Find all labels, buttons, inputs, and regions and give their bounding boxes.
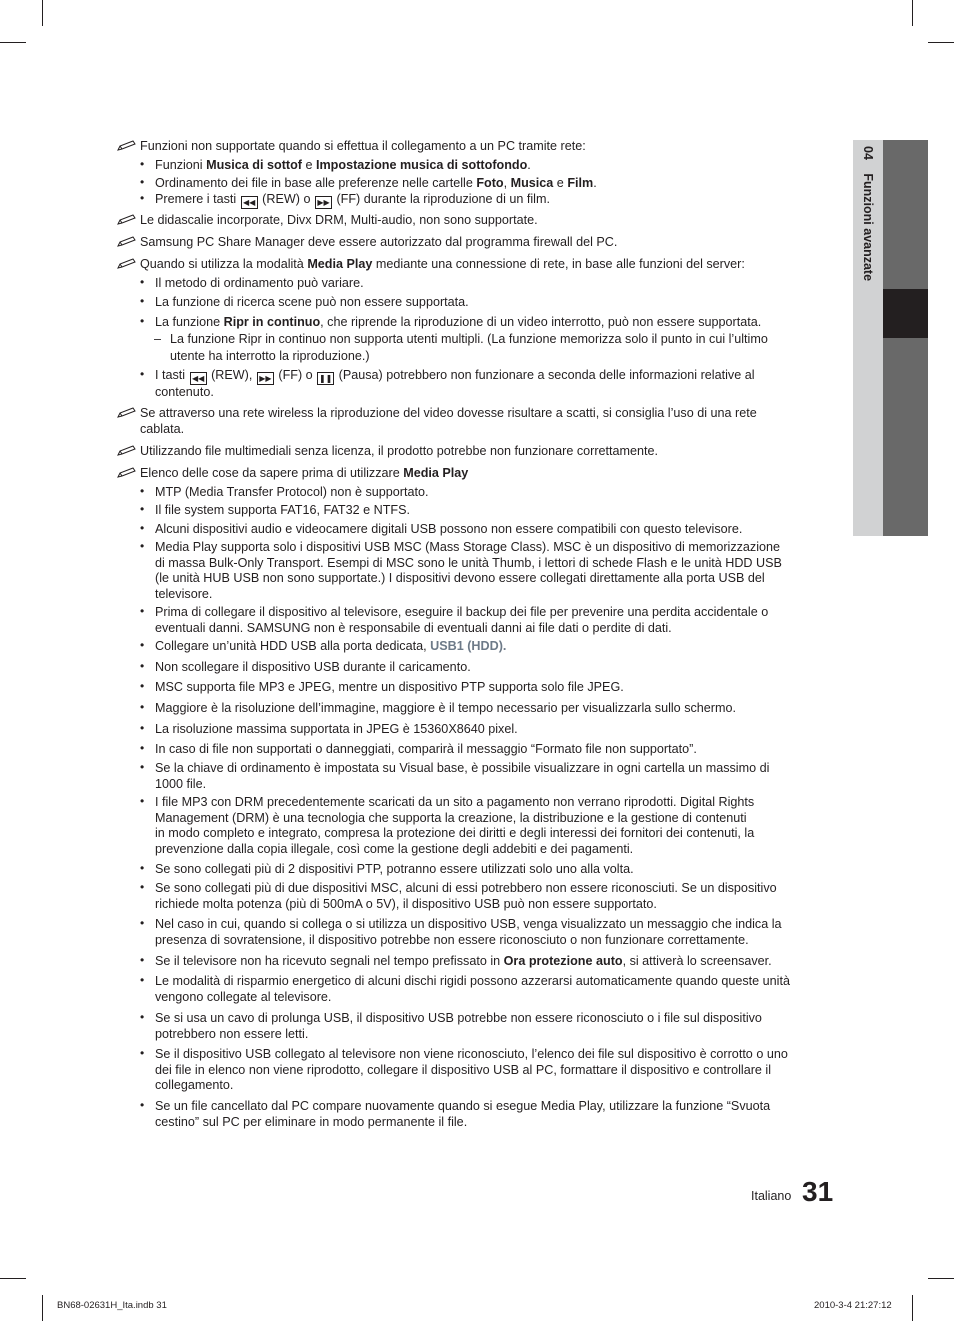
- bullet-icon: •: [140, 1046, 145, 1060]
- bullet-icon: •: [140, 916, 145, 930]
- note-text: Se attraverso una rete wireless la riproduzione del video dovesse risultare a scatti, si consiglia l’uso di una rete: [140, 406, 757, 420]
- note-text: Utilizzando file multimediali senza licenza, il prodotto potrebbe non funzionare correttamente.: [140, 444, 659, 458]
- bullet-item: Premere i tasti ◀◀ (REW) o ▶▶ (FF) durante la riproduzione di un film.: [155, 192, 550, 207]
- note-text: Le didascalie incorporate, Divx DRM, Multi-audio, non sono supportate.: [140, 213, 538, 227]
- bullet-item: Se il televisore non ha ricevuto segnali nel tempo prefissato in Ora protezione auto, si attiverà lo screensaver.: [155, 954, 772, 968]
- bullet-icon: •: [140, 275, 145, 289]
- bullet-icon: •: [140, 175, 145, 189]
- bullet-icon: •: [140, 760, 145, 774]
- bullet-item: Ordinamento dei file in base alle preferenze nelle cartelle Foto, Musica e Film.: [155, 176, 597, 190]
- note-pencil-icon: [116, 444, 138, 458]
- note-text: Elenco delle cose da sapere prima di utilizzare Media Play: [140, 466, 469, 480]
- bullet-item: televisore.: [155, 587, 213, 602]
- note-text: cablata.: [140, 422, 185, 436]
- bullet-item: Il metodo di ordinamento può variare.: [155, 276, 364, 290]
- bullet-item: Le modalità di risparmio energetico di alcuni dischi rigidi possono azzerarsi automaticamente quando queste unità: [155, 974, 790, 988]
- bullet-item: Non scollegare il dispositivo USB durante il caricamento.: [155, 660, 471, 674]
- crop-mark: [928, 1278, 954, 1279]
- crop-mark: [42, 0, 43, 26]
- crop-mark: [0, 42, 26, 43]
- chapter-tab-band: [883, 338, 928, 536]
- bullet-icon: •: [140, 973, 145, 987]
- dash-marker: –: [154, 332, 162, 346]
- remote-key-icon: ◀◀: [241, 196, 258, 209]
- crop-mark: [928, 42, 954, 43]
- bullet-icon: •: [140, 861, 145, 875]
- bullet-item: Se il dispositivo USB collegato al televisore non viene riconosciuto, l’elenco dei file sul dispositivo è corrotto o uno: [155, 1047, 788, 1061]
- bullet-item: Se sono collegati più di 2 dispositivi PTP, potranno essere utilizzati solo uno alla volta.: [155, 862, 634, 876]
- slug-file: BN68-02631H_Ita.indb 31: [57, 1300, 167, 1311]
- chapter-number: 04: [861, 146, 875, 160]
- bullet-item: MTP (Media Transfer Protocol) non è supportato.: [155, 485, 429, 499]
- bullet-icon: •: [140, 700, 145, 714]
- chapter-tab-band: [883, 140, 928, 289]
- bullet-item: di massa Bulk-Only Transport. Esempi di MSC sono le unità Thumb, i lettori di schede Flash e le unità HDD USB: [155, 555, 782, 570]
- bullet-item: MSC supporta file MP3 e JPEG, mentre un dispositivo PTP supporta solo file JPEG.: [155, 680, 624, 694]
- note-text: Funzioni non supportate quando si effettua il collegamento a un PC tramite rete:: [140, 139, 586, 153]
- bullet-icon: •: [140, 157, 145, 171]
- bullet-item: La risoluzione massima supportata in JPEG è 15360X8640 pixel.: [155, 722, 518, 736]
- bullet-item: potrebbero non essere letti.: [155, 1026, 309, 1041]
- bullet-icon: •: [140, 721, 145, 735]
- remote-key-icon: ◀◀: [190, 372, 207, 385]
- crop-mark: [42, 1295, 43, 1321]
- bullet-icon: •: [140, 1010, 145, 1024]
- bullet-item: Il file system supporta FAT16, FAT32 e NTFS.: [155, 503, 410, 517]
- bullet-item: contenuto.: [155, 385, 214, 399]
- page-number: 31: [802, 1176, 834, 1207]
- slug-date: 2010-3-4 21:27:12: [814, 1300, 892, 1311]
- bullet-item: presenza di sovratensione, il dispositivo potrebbe non essere riconosciuto o non funzionare correttamente.: [155, 932, 749, 947]
- bullet-icon: •: [140, 638, 145, 652]
- bullet-item: collegamento.: [155, 1078, 234, 1093]
- sub-item-text: utente ha interrotto la riproduzione.): [170, 349, 370, 363]
- bullet-icon: •: [140, 484, 145, 498]
- bullet-item: Se un file cancellato dal PC compare nuovamente quando si esegue Media Play, utilizzare la funzione “Svuota: [155, 1099, 771, 1113]
- bullet-icon: •: [140, 659, 145, 673]
- bullet-item: richiede molta potenza (più di 500mA o 5V), il dispositivo USB può non essere supportato.: [155, 896, 657, 911]
- note-pencil-icon: [116, 466, 138, 480]
- chapter-label: [861, 146, 875, 281]
- bullet-item: Alcuni dispositivi audio e videocamere digitali USB possono non essere compatibili con questo televisore.: [155, 522, 743, 536]
- remote-key-icon: ▶▶: [257, 372, 274, 385]
- bullet-item: Prima di collegare il dispositivo al televisore, eseguire il backup dei file per prevenire una perdita accidentale o: [155, 605, 769, 619]
- bullet-icon: •: [140, 314, 145, 328]
- bullet-icon: •: [140, 1098, 145, 1112]
- bullet-icon: •: [140, 539, 145, 553]
- bullet-item: Se la chiave di ordinamento è impostata su Visual base, è possibile visualizzare in ogni cartella un massimo di: [155, 761, 770, 775]
- bullet-item: 1000 file.: [155, 776, 207, 791]
- bullet-item: Maggiore è la risoluzione dell’immagine, maggiore è il tempo necessario per visualizzarla sullo schermo.: [155, 701, 736, 715]
- bullet-item: in modo completo e integrato, compresa la protezione dei diritti e degli interessi dei fornitori dei contenuti, la: [155, 826, 755, 841]
- bullet-item: La funzione Ripr in continuo, che riprende la riproduzione di un video interrotto, può non essere supportata.: [155, 315, 762, 329]
- bullet-item: prevenzione dalla copia illegale, così come la gestione degli addebiti e dei pagamenti.: [155, 842, 634, 857]
- bullet-icon: •: [140, 191, 145, 205]
- crop-mark: [912, 1295, 913, 1321]
- chapter-title: Funzioni avanzate: [861, 173, 875, 282]
- bullet-icon: •: [140, 741, 145, 755]
- note-pencil-icon: [116, 139, 138, 153]
- bullet-item: I tasti ◀◀ (REW), ▶▶ (FF) o ❚❚ (Pausa) potrebbero non funzionare a seconda delle informazioni relative al: [155, 368, 755, 383]
- bullet-item: Nel caso in cui, quando si collega o si utilizza un dispositivo USB, venga visualizzato un messaggio che indica la: [155, 917, 782, 931]
- bullet-icon: •: [140, 367, 145, 381]
- bullet-item: vengono collegate al televisore.: [155, 989, 332, 1004]
- bullet-item: eventuali danni. SAMSUNG non è responsabile di eventuali danni ai file dati o perdite di dati.: [155, 620, 672, 635]
- bullet-item: In caso di file non supportati o danneggiati, comparirà il messaggio “Formato file non supportato”.: [155, 742, 697, 756]
- chapter-tab-active: [883, 289, 928, 338]
- note-pencil-icon: [116, 213, 138, 227]
- bullet-icon: •: [140, 521, 145, 535]
- remote-key-icon: ❚❚: [318, 374, 333, 383]
- note-text: Quando si utilizza la modalità Media Play mediante una connessione di rete, in base alle funzioni del server:: [140, 257, 745, 271]
- bullet-icon: •: [140, 604, 145, 618]
- bullet-item: Management (DRM) è una tecnologia che supporta la creazione, la distribuzione e la gestione di contenuti: [155, 810, 747, 825]
- note-pencil-icon: [116, 235, 138, 249]
- sub-item-text: La funzione Ripr in continuo non supporta utenti multipli. (La funzione memorizza solo il punto in cui l’ultimo: [170, 332, 768, 346]
- note-pencil-icon: [116, 257, 138, 271]
- bullet-item: (le unità HUB USB non sono supportate.) I dispositivi devono essere collegati direttamente alla porta USB del: [155, 571, 765, 586]
- bullet-item: Se si usa un cavo di prolunga USB, il dispositivo USB potrebbe non essere riconosciuto o i file sul dispositivo: [155, 1011, 762, 1025]
- bullet-icon: •: [140, 294, 145, 308]
- footer-language: Italiano: [751, 1189, 792, 1203]
- crop-mark: [912, 0, 913, 26]
- bullet-icon: •: [140, 880, 145, 894]
- bullet-icon: •: [140, 794, 145, 808]
- bullet-icon: •: [140, 953, 145, 967]
- bullet-item: La funzione di ricerca scene può non essere supportata.: [155, 295, 469, 309]
- note-pencil-icon: [116, 406, 138, 420]
- bullet-item: Collegare un’unità HDD USB alla porta dedicata, USB1 (HDD).: [155, 639, 507, 653]
- note-text: Samsung PC Share Manager deve essere autorizzato dal programma firewall del PC.: [140, 235, 618, 249]
- bullet-item: I file MP3 con DRM precedentemente scaricati da un sito a pagamento non verrano riprodotti. Digital Rights: [155, 795, 755, 809]
- remote-key-icon: ▶▶: [315, 196, 332, 209]
- bullet-item: Se sono collegati più di due dispositivi MSC, alcuni di essi potrebbero non essere riconosciuti. Se un dispositivo: [155, 881, 777, 895]
- bullet-icon: •: [140, 502, 145, 516]
- crop-mark: [0, 1278, 26, 1279]
- bullet-item: dei file in elenco non viene riprodotto, collegare il dispositivo USB al PC, formattare il dispositivo e controllare il: [155, 1062, 771, 1077]
- bullet-item: Media Play supporta solo i dispositivi USB MSC (Mass Storage Class). MSC è un dispositivo di memorizzazione: [155, 540, 781, 554]
- bullet-item: cestino” sul PC per eliminare in modo permanente il file.: [155, 1114, 468, 1129]
- bullet-item: Funzioni Musica di sottof e Impostazione musica di sottofondo.: [155, 158, 531, 172]
- bullet-icon: •: [140, 679, 145, 693]
